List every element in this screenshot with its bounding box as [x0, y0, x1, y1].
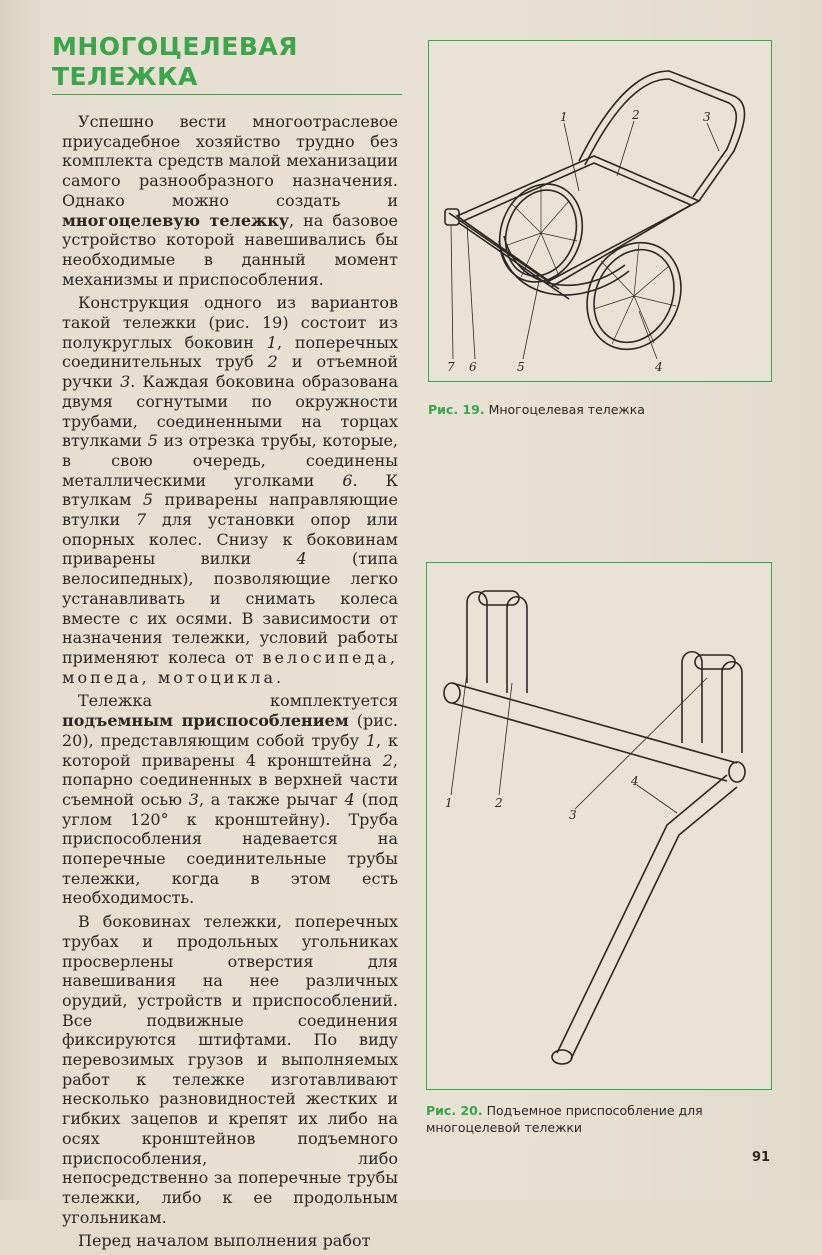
figure-19-caption: [428, 402, 768, 417]
bold-term-lifting: подъемным приспособлением: [62, 711, 349, 731]
cart-drawing: [429, 41, 771, 381]
paragraph-3: Тележка комплектуется подъемным приспособлением (рис. 20), представляющим собой трубу 1, к которой приварены 4 кронштейна 2, попарно соединенных в верхней части съемной осью 3, а также рычаг 4 (под углом 120° к кронштейну). Труба приспособления надевается на поперечные соединительные трубы тележки, когда в этом есть необходимость.: [62, 691, 399, 908]
page-number: 91: [752, 1150, 771, 1165]
fig20-label-4: 4: [631, 774, 639, 788]
fig20-caption-label: Рис. 20.: [426, 1103, 483, 1118]
fig19-label-6: 6: [469, 360, 477, 374]
spaced-text: велосипеда, мопеда, мотоцикла.: [62, 647, 398, 687]
fig19-label-5: 5: [517, 360, 525, 374]
figure-19-frame: [428, 40, 772, 382]
fig20-label-3: 3: [569, 808, 577, 822]
bold-term-cart: многоцелевую тележку: [62, 210, 290, 230]
fig19-caption-label: Рис. 19.: [428, 402, 485, 417]
title-line-2: ТЕЛЕЖКА: [52, 62, 198, 91]
paragraph-2: Конструкция одного из вариантов такой тележки (рис. 19) состоит из полукруглых боковин 1, поперечных соединительных труб 2 и отъемной ручки 3. Каждая боковина образована двумя согнутыми по окружности трубами, соединенными на торцах втулками 5 из отрезка трубы, которые, в свою очередь, соединены металлическими уголками 6. К втулкам 5 приварены направляющие втулки 7 для установки опор или опорных колес. Снизу к боковинам приварены вилки 4 (типа велосипедных), позволяющие легко устанавливать и снимать колеса вместе с их осями. В зависимости от назначения тележки, условий работы применяют колеса от велосипеда, мопеда, мотоцикла.: [62, 293, 399, 687]
fig19-label-1: 1: [560, 110, 568, 124]
title-line-1: МНОГОЦЕЛЕВАЯ: [52, 32, 299, 61]
fig20-label-1: 1: [445, 796, 453, 810]
lifting-device-drawing: [427, 563, 771, 1089]
paragraph-4: В боковинах тележки, поперечных трубах и продольных угольниках просверлены отверстия для навешивания на нее различных орудий, устройств и приспособлений. Все подвижные соединения фиксируются штифтами. По виду перевозимых грузов и выполняемых работ к тележке изготавливают несколько разновидностей жестких и гибких зацепов и крепят их либо на осях кронштейнов подъемного приспособления, либо непосредственно за поперечные трубы тележки, либо к ее продольным угольникам.: [62, 912, 398, 1227]
figure-20-caption: [426, 1102, 766, 1136]
text-column: [62, 112, 398, 1255]
fig20-caption-text: Подъемное приспособление для многоцелевой тележки: [426, 1103, 703, 1135]
fig19-label-2: 2: [632, 108, 640, 122]
fig19-label-7: 7: [447, 360, 455, 374]
fig19-label-4: 4: [655, 360, 663, 374]
paragraph-1: Успешно вести многоотраслевое приусадебное хозяйство трудно без комплекта средств малой механизации самого разнообразного назначения. Однако можно создать и многоцелевую тележку, на базовое устройство которой навешивались бы необходимые в данный момент механизмы и приспособления.: [62, 112, 399, 289]
paragraph-5: Перед началом выполнения работ: [78, 1231, 371, 1251]
fig19-caption-text: Многоцелевая тележка: [488, 402, 645, 417]
fig19-label-3: 3: [703, 110, 711, 124]
fig20-label-2: 2: [495, 796, 503, 810]
figure-20-frame: [426, 562, 772, 1090]
title-underline: [52, 94, 402, 95]
article-title: [52, 32, 402, 92]
